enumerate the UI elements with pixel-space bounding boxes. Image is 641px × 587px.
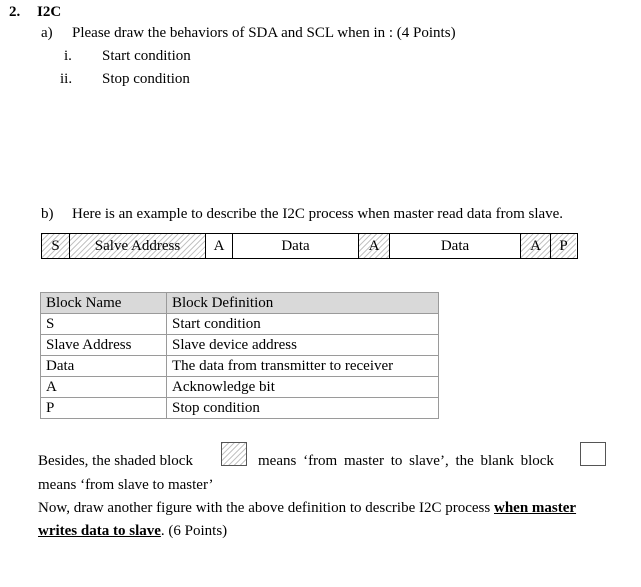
part-a-item-text: Start condition [102, 48, 191, 64]
table-header-row [41, 293, 439, 314]
frame-cell-stop: P [550, 234, 576, 258]
frame-cell-start: S [42, 234, 69, 258]
frame-cell-slave-address: Salve Address [69, 234, 205, 258]
table-row [41, 314, 439, 335]
frame-cell-ack: A [205, 234, 232, 258]
frame-cell-ack: A [358, 234, 389, 258]
task-text: Now, draw another figure with the above definition to describe I2C process [38, 500, 491, 516]
question-title: I2C [37, 4, 62, 20]
table-cell: Start condition [167, 314, 439, 335]
table-cell: A [41, 377, 167, 398]
part-a-item-num: ii. [60, 71, 73, 87]
table-row [41, 398, 439, 419]
shaded-block-sample [221, 442, 247, 466]
table-row [41, 377, 439, 398]
table-cell: P [41, 398, 167, 419]
task-emphasis: writes data to slave [38, 523, 161, 539]
part-a-item-text: Stop condition [102, 71, 190, 87]
legend-text-part1: Besides, the shaded block [38, 453, 193, 469]
blank-block-sample [580, 442, 606, 466]
table-row [41, 335, 439, 356]
table-cell: Slave Address [41, 335, 167, 356]
question-number: 2. [9, 4, 21, 20]
part-b-label: b) [41, 206, 54, 222]
table-cell: Data [41, 356, 167, 377]
task-line1 [38, 500, 576, 517]
task-line2 [38, 523, 227, 540]
legend-text-part2: means ‘from master to slave’, the blank block [258, 453, 554, 469]
table-cell: S [41, 314, 167, 335]
part-b-text: Here is an example to describe the I2C process when master read data from slave. [72, 206, 564, 222]
part-a-item-num: i. [64, 48, 72, 64]
table-header-cell: Block Name [41, 293, 167, 314]
i2c-frame-diagram [41, 233, 578, 259]
table-cell: Acknowledge bit [167, 377, 439, 398]
table-header-cell: Block Definition [167, 293, 439, 314]
part-a-text: Please draw the behaviors of SDA and SCL when in : (4 Points) [72, 25, 456, 41]
frame-cell-ack: A [520, 234, 550, 258]
table-cell: Slave device address [167, 335, 439, 356]
table-cell: Stop condition [167, 398, 439, 419]
table-row [41, 356, 439, 377]
frame-cell-data: Data [232, 234, 358, 258]
task-emphasis: when master [493, 500, 577, 516]
part-a-label: a) [41, 25, 53, 41]
task-points: . (6 Points) [160, 523, 228, 539]
legend-text-line2: means ‘from slave to master’ [38, 477, 214, 493]
table-cell: The data from transmitter to receiver [167, 356, 439, 377]
block-definition-table [40, 292, 439, 419]
frame-cell-data: Data [389, 234, 520, 258]
